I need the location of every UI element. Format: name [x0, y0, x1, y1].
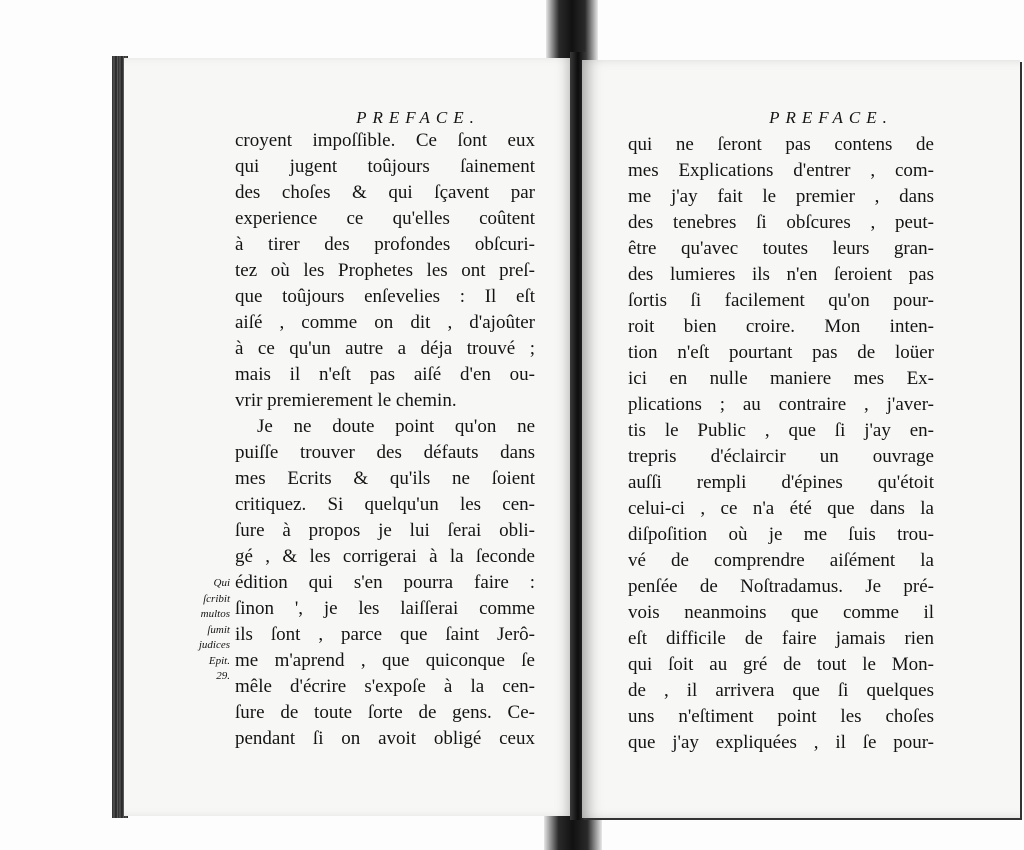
text-line: pendant ſi on avoit obligé ceux: [235, 728, 535, 749]
right-running-head: PREFACE.: [769, 108, 893, 127]
text-line: me j'ay fait le premier , dans: [628, 186, 934, 207]
text-line: qui ſoit au gré de tout le Mon-: [628, 654, 934, 675]
marginal-note-line: ſcribit: [203, 592, 230, 605]
text-line: diſpoſition où je me ſuis trou-: [628, 524, 934, 545]
text-line: tion n'eſt pourtant pas de loüer: [628, 342, 934, 363]
text-line: experience ce qu'elles coûtent: [235, 208, 535, 229]
text-line: qui ne ſeront pas contens de: [628, 134, 934, 155]
text-line: auſſi rempli d'épines qu'étoit: [628, 472, 934, 493]
marginal-note-line: ſumit: [207, 623, 230, 636]
text-line: mais il n'eſt pas aiſé d'en ou-: [235, 364, 535, 385]
left-page-text: [235, 128, 535, 752]
text-line: ici en nulle maniere mes Ex-: [628, 368, 934, 389]
text-line: à tirer des profondes obſcuri-: [235, 234, 535, 255]
text-line: vois neanmoins que comme il: [628, 602, 934, 623]
text-line: ſortis ſi facilement qu'on pour-: [628, 290, 934, 311]
text-line: édition qui s'en pourra faire :: [235, 572, 535, 593]
right-page-text: [628, 132, 934, 756]
text-line: être qu'avec toutes leurs gran-: [628, 238, 934, 259]
text-line: gé , & les corrigerai à la ſeconde: [235, 546, 535, 567]
text-line: puiſſe trouver des défauts dans: [235, 442, 535, 463]
text-line: de , il arrivera que ſi quelques: [628, 680, 934, 701]
text-line: des choſes & qui ſçavent par: [235, 182, 535, 203]
marginal-note-line: judices: [198, 639, 230, 651]
text-line: des lumieres ils n'en ſeroient pas: [628, 264, 934, 285]
left-running-head: PREFACE.: [356, 108, 480, 127]
text-line: tis le Public , que ſi j'ay en-: [628, 420, 934, 441]
marginal-note-line: Qui: [213, 577, 230, 589]
text-line: que toûjours enſevelies : Il eſt: [235, 286, 535, 307]
text-line: me m'aprend , que quiconque ſe: [235, 650, 535, 671]
open-book: [112, 52, 1020, 820]
text-line: ſure de toute ſorte de gens. Ce-: [235, 702, 535, 723]
text-line: que j'ay expliquées , il ſe pour-: [628, 732, 934, 753]
text-line: ſinon ', je les laiſſerai comme: [235, 598, 535, 619]
text-line: aiſé , comme on dit , d'ajoûter: [235, 312, 535, 333]
text-line: des tenebres ſi obſcures , peut-: [628, 212, 934, 233]
text-line: mes Ecrits & qu'ils ne ſoient: [235, 468, 535, 489]
text-line: celui-ci , ce n'a été que dans la: [628, 498, 934, 519]
text-line: uns n'eſtiment point les choſes: [628, 706, 934, 727]
text-line: ils ſont , parce que ſaint Jerô-: [235, 624, 535, 645]
text-line: mes Explications d'entrer , com-: [628, 160, 934, 181]
marginal-note: [180, 576, 230, 685]
text-line: Je ne doute point qu'on ne: [257, 416, 535, 437]
text-line: à ce qu'un autre a déja trouvé ;: [235, 338, 535, 359]
text-line: vé de comprendre aiſément la: [628, 550, 934, 571]
marginal-note-line: 29.: [216, 670, 230, 682]
text-line: penſée de Noſtradamus. Je pré-: [628, 576, 934, 597]
text-line: croyent impoſſible. Ce ſont eux: [235, 130, 535, 151]
text-line: qui jugent toûjours ſainement: [235, 156, 535, 177]
text-line: ſure à propos je lui ſerai obli-: [235, 520, 535, 541]
text-line: plications ; au contraire , j'aver-: [628, 394, 934, 415]
text-line: vrir premierement le chemin.: [235, 390, 457, 411]
marginal-note-line: multos: [200, 608, 230, 620]
text-line: trepris d'éclaircir un ouvrage: [628, 446, 934, 467]
right-page: [582, 60, 1020, 818]
text-line: tez où les Prophetes les ont preſ-: [235, 260, 535, 281]
left-page: [124, 58, 572, 816]
marginal-note-line: Epit.: [208, 654, 230, 667]
text-line: mêle d'écrire s'expoſe à la cen-: [235, 676, 535, 697]
text-line: critiquez. Si quelqu'un les cen-: [235, 494, 535, 515]
text-line: roit bien croire. Mon inten-: [628, 316, 934, 337]
text-line: eſt difficile de faire jamais rien: [628, 628, 934, 649]
